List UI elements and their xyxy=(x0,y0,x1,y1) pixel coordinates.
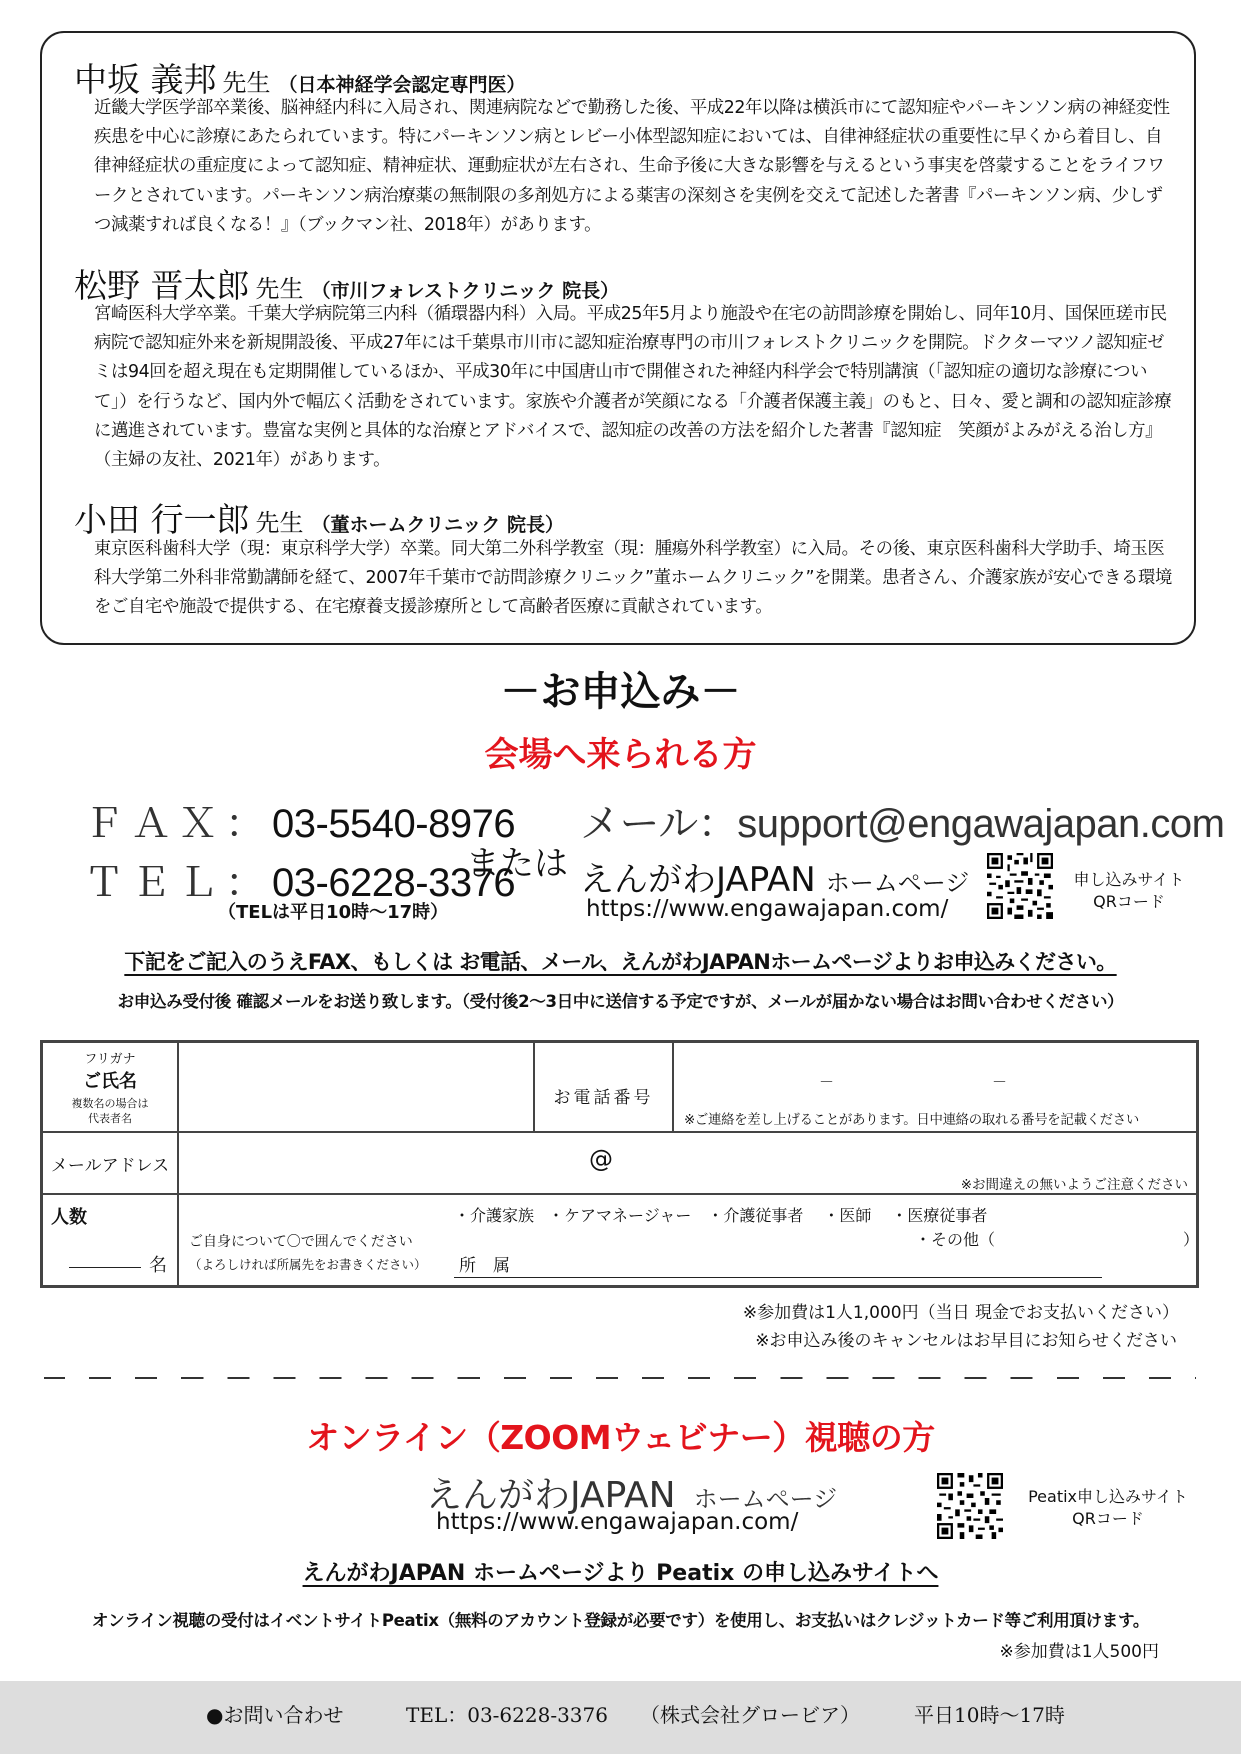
peatix-qr-caption-line-2: QRコード xyxy=(1072,1509,1144,1528)
count-input-line[interactable] xyxy=(69,1267,141,1268)
doctor-bio-1: 近畿大学医学部卒業後、脳神経内科に入局され、関連病院などで勤務した後、平成22年以降は横浜市にて認知症やパーキンソン病の神経変性疾患を中心に診療にあたられています。特にパーキンソン病とレビー小体型認知症においては、自律神経症状の重要性に早くから着目し、自律神経症状の重症度によって認知症、精神症状、運動症状が左右され、生命予後に大きな影響を与えるという事実を啓蒙することをライフワークとされています。パーキンソン病治療薬の無制限の多剤処方による薬害の深刻さを実例を交えて記述した著書『パーキンソン病、少しずつ減薬すれば良くなる！』（ブックマン社、2018年）があります。 xyxy=(94,98,1170,235)
homepage-line xyxy=(580,852,969,901)
fax-label: ＦＡＸ： xyxy=(84,802,272,846)
footer-contact-bar xyxy=(0,1681,1241,1754)
doctor-heading-3 xyxy=(74,494,564,541)
doctor-affiliation: （董ホームクリニック 院長） xyxy=(311,514,564,536)
option-other-close: ） xyxy=(1183,1230,1200,1250)
name-note-1: 複数名の場合は xyxy=(71,1097,149,1110)
cancel-note: ※お申込み後のキャンセルはお早目にお知らせください xyxy=(755,1331,1177,1351)
mail-address[interactable]: support@engawajapan.com xyxy=(737,802,1225,846)
confirm-email-note: お申込み受付後 確認メールをお送り致します。（受付後2～3日中に送信する予定ですが、メールが届かない場合はお問い合わせください） xyxy=(117,992,1124,1011)
email-note: ※お間違えの無いようご注意ください xyxy=(960,1176,1188,1193)
application-form-table xyxy=(40,1040,1199,1288)
online-note: オンライン視聴の受付はイベントサイトPeatix（無料のアカウント登録が必要です）を使用し、お支払いはクレジットカード等ご利用頂けます。 xyxy=(91,1611,1150,1630)
peatix-qr-code-graphic xyxy=(937,1473,1003,1539)
doctor-name: 中坂 義邦 xyxy=(74,60,217,99)
tel-hours: （TELは平日10時～17時） xyxy=(218,902,449,923)
doctor-name: 松野 晋太郎 xyxy=(74,266,250,305)
homepage-name: えんがわJAPAN xyxy=(580,860,816,900)
qr-code-graphic xyxy=(987,853,1053,919)
fax-number: 03-5540-8976 xyxy=(272,802,516,846)
footer-tel: TEL：03-6228-3376 xyxy=(406,1703,608,1727)
online-homepage-name: えんがわJAPAN xyxy=(426,1475,676,1516)
option-doctor[interactable]: ・医師 xyxy=(823,1206,872,1226)
count-cell xyxy=(42,1194,179,1286)
online-homepage-suffix: ホームページ xyxy=(693,1485,838,1513)
option-other-label: ・その他（ xyxy=(915,1230,996,1250)
peatix-qr-caption-line-1: Peatix申し込みサイト xyxy=(1028,1487,1188,1506)
fee-note: ※参加費は1人1,000円（当日 現金でお支払いください） xyxy=(742,1303,1179,1323)
or-label: または xyxy=(466,844,568,884)
doctor-affiliation: （日本神経学会認定専門医） xyxy=(278,74,526,96)
mail-line xyxy=(580,792,1224,849)
online-fee: ※参加費は1人500円 xyxy=(999,1642,1159,1662)
at-sign: @ xyxy=(589,1144,613,1173)
online-instruction: えんがわJAPAN ホームページより Peatix の申し込みサイトへ xyxy=(302,1561,939,1586)
qr-code-icon[interactable] xyxy=(987,853,1053,919)
phone-dash-2: － xyxy=(992,1073,1008,1091)
peatix-qr-code-icon[interactable] xyxy=(937,1473,1003,1539)
email-label: メールアドレス xyxy=(50,1155,170,1176)
count-unit: 名 xyxy=(149,1255,167,1277)
attribute-cell xyxy=(178,1194,1198,1286)
qr-caption-line-2: QRコード xyxy=(1093,892,1165,911)
doctor-bio-2: 宮崎医科大学卒業。千葉大学病院第三内科（循環器内科）入局。平成25年5月より施設や在宅の訪問診療を開始し、同年10月、国保匝瑳市民病院で認知症外来を新規開設後、平成27年には千葉県市川市に認知症治療専門の市川フォレストクリニックを開院。ドクターマツノ認知症ゼミは94回を超え現在も定期開催しているほか、平成30年に中国唐山市で開催された神経内科学会で特別講演（「認知症の適切な診療について」）を行うなど、国内外で幅広く活動をされています。家族や介護者が笑顔になる「介護者保護主義」のもと、日々、愛と調和の認知症診療に邁進されています。豊富な実例と具体的な治療とアドバイスで、認知症の改善の方法を紹介した著書『認知症 笑顔がよみがえる治し方』（主婦の友社、2021年）があります。 xyxy=(94,304,1172,471)
online-heading: オンライン（ZOOMウェビナー）視聴の方 xyxy=(306,1418,935,1457)
furigana-label: フリガナ xyxy=(84,1052,136,1067)
option-care-family[interactable]: ・介護家族 xyxy=(454,1206,535,1226)
name-note-2: 代表者名 xyxy=(88,1112,132,1125)
option-medical-worker[interactable]: ・医療従事者 xyxy=(891,1206,988,1226)
doctor-bio-3: 東京医科歯科大学（現：東京科学大学）卒業。同大第二外科学教室（現：腫瘍外科学教室）に入局。その後、東京医科歯科大学助手、埼玉医科大学第二外科非常勤講師を経て、2007年千葉市で訪問診療クリニック”董ホームクリニック”を開業。患者さん、介護家族が安心できる環境をご自宅や施設で提供する、在宅療養支援診療所として高齢者医療に貢献されています。 xyxy=(94,539,1172,618)
doctor-suffix: 先生 xyxy=(255,275,304,303)
phone-dash-1: － xyxy=(819,1073,835,1091)
option-other[interactable] xyxy=(915,1227,1199,1250)
phone-input-field[interactable] xyxy=(673,1042,1198,1132)
application-instruction: 下記をご記入のうえFAX、もしくは お電話、メール、えんがわJAPANホームページよりお申込みください。 xyxy=(124,950,1117,974)
cut-line-divider xyxy=(44,1377,1196,1379)
fax-line xyxy=(84,792,515,849)
email-input-field[interactable] xyxy=(178,1132,1198,1194)
phone-label: お電話番号 xyxy=(553,1088,654,1108)
affiliation-input-line[interactable] xyxy=(454,1277,1102,1278)
homepage-url[interactable]: https://www.engawajapan.com/ xyxy=(586,896,949,922)
doctor-affiliation: （市川フォレストクリニック 院長） xyxy=(311,280,620,302)
phone-label-cell xyxy=(534,1042,673,1132)
footer-contact-label: ●お問い合わせ xyxy=(206,1703,344,1727)
self-note-1: ご自身について〇で囲んでください xyxy=(189,1234,413,1251)
footer-hours: 平日10時～17時 xyxy=(914,1703,1065,1727)
name-label: ご氏名 xyxy=(83,1071,137,1092)
online-homepage-url[interactable]: https://www.engawajapan.com/ xyxy=(436,1509,799,1535)
tel-number: 03-6228-3376 xyxy=(272,861,516,905)
phone-note: ※ご連絡を差し上げることがあります。日中連絡の取れる番号を記載ください xyxy=(684,1113,1139,1128)
option-care-worker[interactable]: ・介護従事者 xyxy=(707,1206,804,1226)
peatix-qr-caption xyxy=(1018,1486,1198,1530)
venue-heading: 会場へ来られる方 xyxy=(484,735,757,775)
self-note-2: （よろしければ所属先をお書きください） xyxy=(189,1257,427,1273)
qr-caption xyxy=(1064,869,1194,913)
doctor-suffix: 先生 xyxy=(222,69,271,97)
tel-label: ＴＥＬ： xyxy=(84,861,272,905)
count-label: 人数 xyxy=(51,1207,87,1229)
email-label-cell xyxy=(42,1132,179,1194)
homepage-suffix: ホームページ xyxy=(825,869,970,897)
footer-company: （株式会社グロービア） xyxy=(640,1703,860,1727)
option-care-manager[interactable]: ・ケアマネージャー xyxy=(548,1206,692,1226)
doctor-name: 小田 行一郎 xyxy=(74,500,250,539)
affiliation-label: 所 属 xyxy=(459,1256,510,1277)
qr-caption-line-1: 申し込みサイト xyxy=(1073,870,1185,889)
application-title: －お申込み－ xyxy=(500,669,741,715)
option-list xyxy=(454,1203,987,1226)
name-label-cell xyxy=(42,1042,179,1132)
name-input-field[interactable] xyxy=(178,1042,534,1132)
doctor-suffix: 先生 xyxy=(255,509,304,537)
mail-label: メール： xyxy=(580,802,738,846)
